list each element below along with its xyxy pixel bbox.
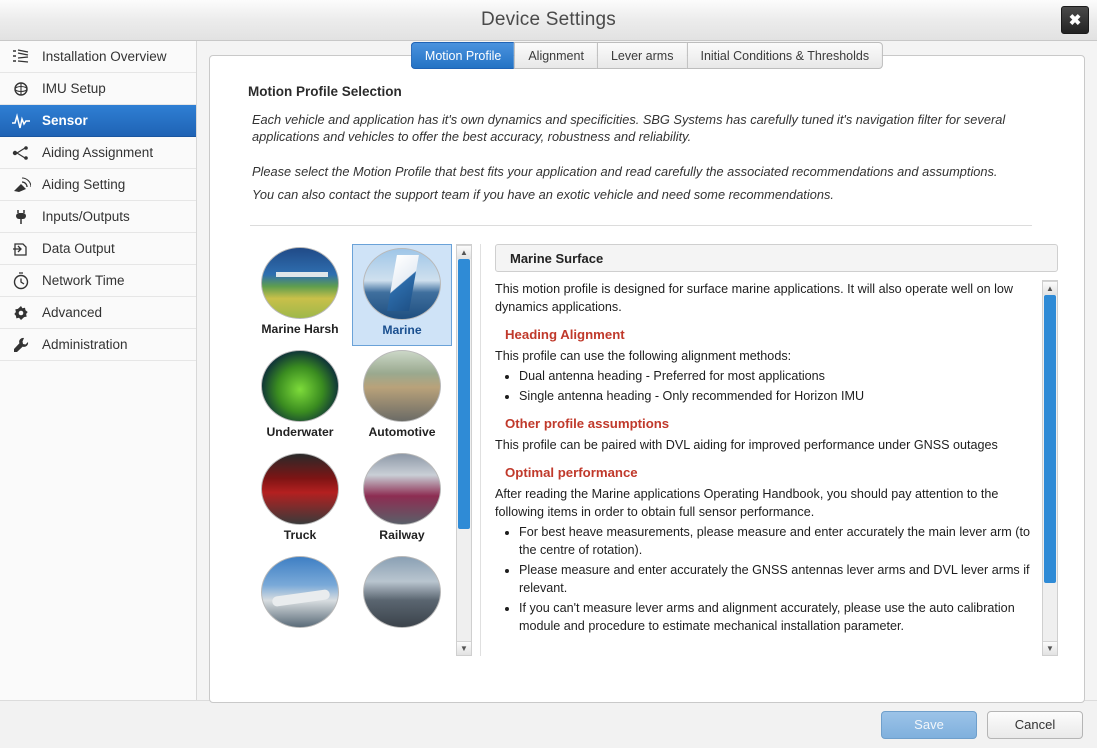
tab-motion-profile[interactable]: Motion Profile bbox=[411, 42, 514, 69]
description-header: Marine Surface bbox=[495, 244, 1058, 272]
profile-item-automotive[interactable] bbox=[352, 347, 452, 449]
sidebar-item-label: Data Output bbox=[42, 241, 115, 256]
profile-label: Marine Harsh bbox=[261, 322, 339, 336]
gear-icon bbox=[10, 302, 32, 324]
profile-list-scrollbar[interactable] bbox=[456, 244, 472, 656]
profile-description bbox=[495, 244, 1058, 656]
list-item: • If you can't measure lever arms and alignment accurately, please use the auto calibration module and procedure to estimate mechanical installation parameter. bbox=[519, 599, 1036, 635]
sidebar-item-installation-overview[interactable] bbox=[0, 41, 196, 73]
sidebar-item-inputs-outputs[interactable] bbox=[0, 201, 196, 233]
list-item: • Please measure and enter accurately the GNSS antennas lever arms and DVL lever arms if relevant. bbox=[519, 561, 1036, 597]
description-heading-heading-alignment: Heading Alignment bbox=[505, 327, 625, 342]
plug-icon bbox=[10, 206, 32, 228]
profile-label: Underwater bbox=[266, 425, 334, 439]
close-icon[interactable]: ✖ bbox=[1061, 6, 1089, 34]
window-title: Device Settings bbox=[480, 9, 616, 30]
save-button[interactable]: Save bbox=[881, 711, 977, 739]
sidebar-item-sensor[interactable] bbox=[0, 105, 196, 137]
titlebar bbox=[0, 0, 1097, 41]
description-body bbox=[495, 280, 1058, 656]
clock-icon bbox=[10, 270, 32, 292]
profile-and-description bbox=[240, 244, 1062, 656]
sidebar-item-network-time[interactable] bbox=[0, 265, 196, 297]
content-area bbox=[197, 41, 1097, 700]
column-divider bbox=[480, 244, 481, 656]
sidebar-item-administration[interactable] bbox=[0, 329, 196, 361]
sidebar-item-label: Aiding Assignment bbox=[42, 145, 154, 160]
description-heading-other-profile-assumptions: Other profile assumptions bbox=[505, 416, 670, 431]
profile-list bbox=[250, 244, 472, 656]
profile-label: Truck bbox=[283, 528, 317, 542]
sidebar-item-label: Aiding Setting bbox=[42, 177, 126, 192]
tab-bar bbox=[411, 42, 883, 69]
list-item: • Dual antenna heading - Preferred for most applications bbox=[519, 367, 1036, 385]
description-bullets-heading-alignment bbox=[495, 367, 1036, 405]
scroll-up-icon[interactable]: ▲ bbox=[1043, 281, 1057, 295]
automotive-thumbnail bbox=[363, 350, 441, 422]
profile-item-helicopter[interactable] bbox=[352, 553, 452, 655]
intro-paragraph-2-line2: You can also contact the support team if you have an exotic vehicle and need some recommendations. bbox=[252, 187, 834, 202]
profile-item-aircraft[interactable] bbox=[250, 553, 350, 655]
railway-thumbnail bbox=[363, 453, 441, 525]
marine-thumbnail bbox=[363, 248, 441, 320]
intro-paragraph-1: Each vehicle and application has it's own dynamics and specificities. SBG Systems has carefully tuned it's navigation filter for several applications and vehicles to offer the best accuracy, robustness and reliability. bbox=[252, 112, 1006, 144]
profile-item-truck[interactable] bbox=[250, 450, 350, 552]
divider bbox=[250, 225, 1032, 226]
sidebar-item-label: IMU Setup bbox=[42, 81, 106, 96]
page-title: Motion Profile Selection bbox=[248, 84, 402, 99]
scrollbar-thumb[interactable] bbox=[1044, 295, 1056, 583]
description-intro: This motion profile is designed for surface marine applications. It will also operate well on low dynamics applications. bbox=[495, 282, 1013, 314]
sidebar-item-label: Administration bbox=[42, 337, 128, 352]
wrench-icon bbox=[10, 334, 32, 356]
satellite-antenna-icon bbox=[10, 174, 32, 196]
scroll-down-icon[interactable]: ▼ bbox=[1043, 641, 1057, 655]
tab-initial-conditions-thresholds[interactable]: Initial Conditions & Thresholds bbox=[686, 42, 883, 69]
description-bullets-optimal-performance bbox=[495, 523, 1036, 635]
sidebar-item-advanced[interactable] bbox=[0, 297, 196, 329]
dialog-footer bbox=[0, 700, 1097, 748]
tab-lever-arms[interactable]: Lever arms bbox=[597, 42, 687, 69]
motion-profile-pane bbox=[210, 56, 1084, 702]
sidebar-item-label: Inputs/Outputs bbox=[42, 209, 130, 224]
aircraft-thumbnail bbox=[261, 556, 339, 628]
sidebar-item-label: Advanced bbox=[42, 305, 103, 320]
description-text bbox=[495, 280, 1042, 656]
underwater-thumbnail bbox=[261, 350, 339, 422]
profile-item-railway[interactable] bbox=[352, 450, 452, 552]
profile-item-marine[interactable] bbox=[352, 244, 452, 346]
description-heading-optimal-performance: Optimal performance bbox=[505, 465, 638, 480]
scrollbar-thumb[interactable] bbox=[458, 259, 470, 529]
truck-thumbnail bbox=[261, 453, 339, 525]
intro-paragraph-2-line1: Please select the Motion Profile that best fits your application and read carefully the associated recommendations and assumptions. bbox=[252, 164, 998, 179]
tab-alignment[interactable]: Alignment bbox=[514, 42, 597, 69]
sidebar bbox=[0, 41, 197, 700]
sidebar-item-label: Network Time bbox=[42, 273, 125, 288]
sidebar-item-label: Installation Overview bbox=[42, 49, 167, 64]
profile-grid bbox=[250, 244, 454, 656]
list-item: • Single antenna heading - Only recommended for Horizon IMU bbox=[519, 387, 1036, 405]
sidebar-item-aiding-assignment[interactable] bbox=[0, 137, 196, 169]
profile-label: Automotive bbox=[368, 425, 436, 439]
imu-cube-icon bbox=[10, 78, 32, 100]
scroll-up-icon[interactable]: ▲ bbox=[457, 245, 471, 259]
scroll-down-icon[interactable]: ▼ bbox=[457, 641, 471, 655]
list-item: • For best heave measurements, please measure and enter accurately the main lever arm (to the centre of rotation). bbox=[519, 523, 1036, 559]
sidebar-item-label: Sensor bbox=[42, 113, 88, 128]
helicopter-thumbnail bbox=[363, 556, 441, 628]
waveform-icon bbox=[10, 110, 32, 132]
settings-panel bbox=[209, 48, 1085, 703]
sidebar-item-data-output[interactable] bbox=[0, 233, 196, 265]
sidebar-item-imu-setup[interactable] bbox=[0, 73, 196, 105]
data-export-icon bbox=[10, 238, 32, 260]
profile-label: Marine bbox=[382, 323, 422, 337]
sidebar-item-aiding-setting[interactable] bbox=[0, 169, 196, 201]
description-text-other-profile-assumptions: This profile can be paired with DVL aiding for improved performance under GNSS outages bbox=[495, 438, 998, 452]
cancel-button[interactable]: Cancel bbox=[987, 711, 1083, 739]
marine-harsh-thumbnail bbox=[261, 247, 339, 319]
node-link-icon bbox=[10, 142, 32, 164]
window-body bbox=[0, 41, 1097, 700]
profile-item-underwater[interactable] bbox=[250, 347, 350, 449]
list-checks-icon bbox=[10, 46, 32, 68]
description-text-heading-alignment: This profile can use the following alignment methods: bbox=[495, 349, 792, 363]
description-text-optimal-performance: After reading the Marine applications Operating Handbook, you should pay attention to the following items in order to obtain full sensor performance. bbox=[495, 487, 999, 519]
description-scrollbar[interactable] bbox=[1042, 280, 1058, 656]
profile-item-marine-harsh[interactable] bbox=[250, 244, 350, 346]
profile-label: Railway bbox=[379, 528, 425, 542]
